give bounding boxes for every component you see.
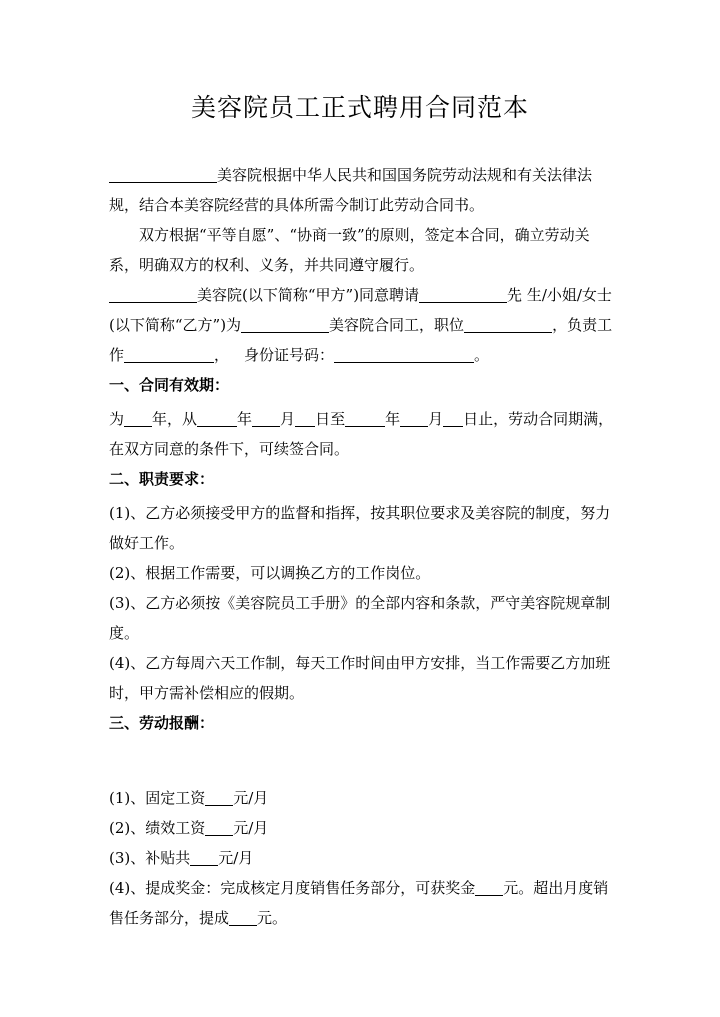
section-3-item-2: (2)、绩效工资 元/月 [109, 819, 269, 837]
section-1-text: 为 年，从 年 月 日至 年 月 日止，劳动合同期满，在双方同意的条件下，可续签合同。 [109, 410, 614, 458]
blank-id-number[interactable] [334, 344, 474, 363]
intro-text-3a: 美容院(以下简称“甲方”)同意聘请 [197, 286, 420, 304]
intro-text-1: 美容院根据中华人民共和国国务院劳动法规和有关法律法规，结合本美容院经营的具体所需今制订此劳动合同书。 [109, 166, 593, 214]
blank-end-year[interactable] [345, 408, 385, 427]
blank-position[interactable] [464, 314, 552, 333]
blank-base-salary[interactable] [205, 787, 233, 806]
blank-start-year[interactable] [197, 408, 237, 427]
section-3-item-1: (1)、固定工资 元/月 [109, 789, 269, 807]
document-title: 美容院员工正式聘用合同范本 [190, 93, 529, 122]
blank-salon-name-2[interactable] [241, 314, 329, 333]
section-1-heading: 一、合同有效期： [109, 376, 230, 394]
blank-bonus[interactable] [475, 877, 503, 896]
intro-paragraph-3 [109, 280, 615, 370]
section-2-item-3: (3)、乙方必须按《美容院员工手册》的全部内容和条款，严守美容院规章制度。 [109, 594, 611, 642]
intro-text-3f: 身份证号码： [244, 346, 335, 364]
section-2-item-1: (1)、乙方必须接受甲方的监督和指挥，按其职位要求及美容院的制度，努力做好工作。 [109, 504, 611, 552]
section-3-item-3: (3)、补贴共 元/月 [109, 849, 254, 867]
blank-salon-name[interactable] [109, 284, 197, 303]
blank-employee-name[interactable] [419, 284, 507, 303]
blank-end-month[interactable] [400, 408, 428, 427]
section-2-item-4: (4)、乙方每周六天工作制，每天工作时间由甲方安排，当工作需要乙方加班时，甲方需补偿相应的假期。 [109, 654, 611, 702]
blank-start-day[interactable] [295, 408, 315, 427]
section-3-heading: 三、劳动报酬： [109, 714, 215, 732]
intro-paragraph-2: 双方根据“平等自愿”、“协商一致”的原则，签定本合同，确立劳动关系，明确双方的权利、义务，并共同遵守履行。 [109, 226, 590, 274]
blank-performance-pay[interactable] [205, 817, 233, 836]
intro-text-3d: ，负责工作 [109, 316, 613, 364]
blank-employer-name[interactable] [109, 164, 217, 183]
blank-years[interactable] [124, 408, 152, 427]
section-2-item-2: (2)、根据工作需要，可以调换乙方的工作岗位。 [109, 564, 431, 582]
intro-text-3g: 。 [474, 346, 490, 364]
blank-start-month[interactable] [252, 408, 280, 427]
blank-allowance[interactable] [190, 847, 218, 866]
intro-text-3b: 先 生/小姐/女士(以下简称“乙方”)为 [109, 286, 612, 334]
blank-responsibility[interactable] [124, 344, 214, 363]
intro-text-3c: 美容院合同工，职位 [329, 316, 465, 334]
blank-commission[interactable] [229, 907, 257, 926]
blank-end-day[interactable] [443, 408, 463, 427]
section-3-item-4: (4)、提成奖金：完成核定月度销售任务部分，可获奖金 元。超出月度销售任务部分，提成 元。 [109, 879, 609, 927]
document-body [109, 160, 615, 933]
section-2-heading: 二、职责要求： [109, 470, 215, 488]
intro-paragraph-1 [109, 160, 615, 220]
intro-text-3e: ， [214, 346, 230, 364]
